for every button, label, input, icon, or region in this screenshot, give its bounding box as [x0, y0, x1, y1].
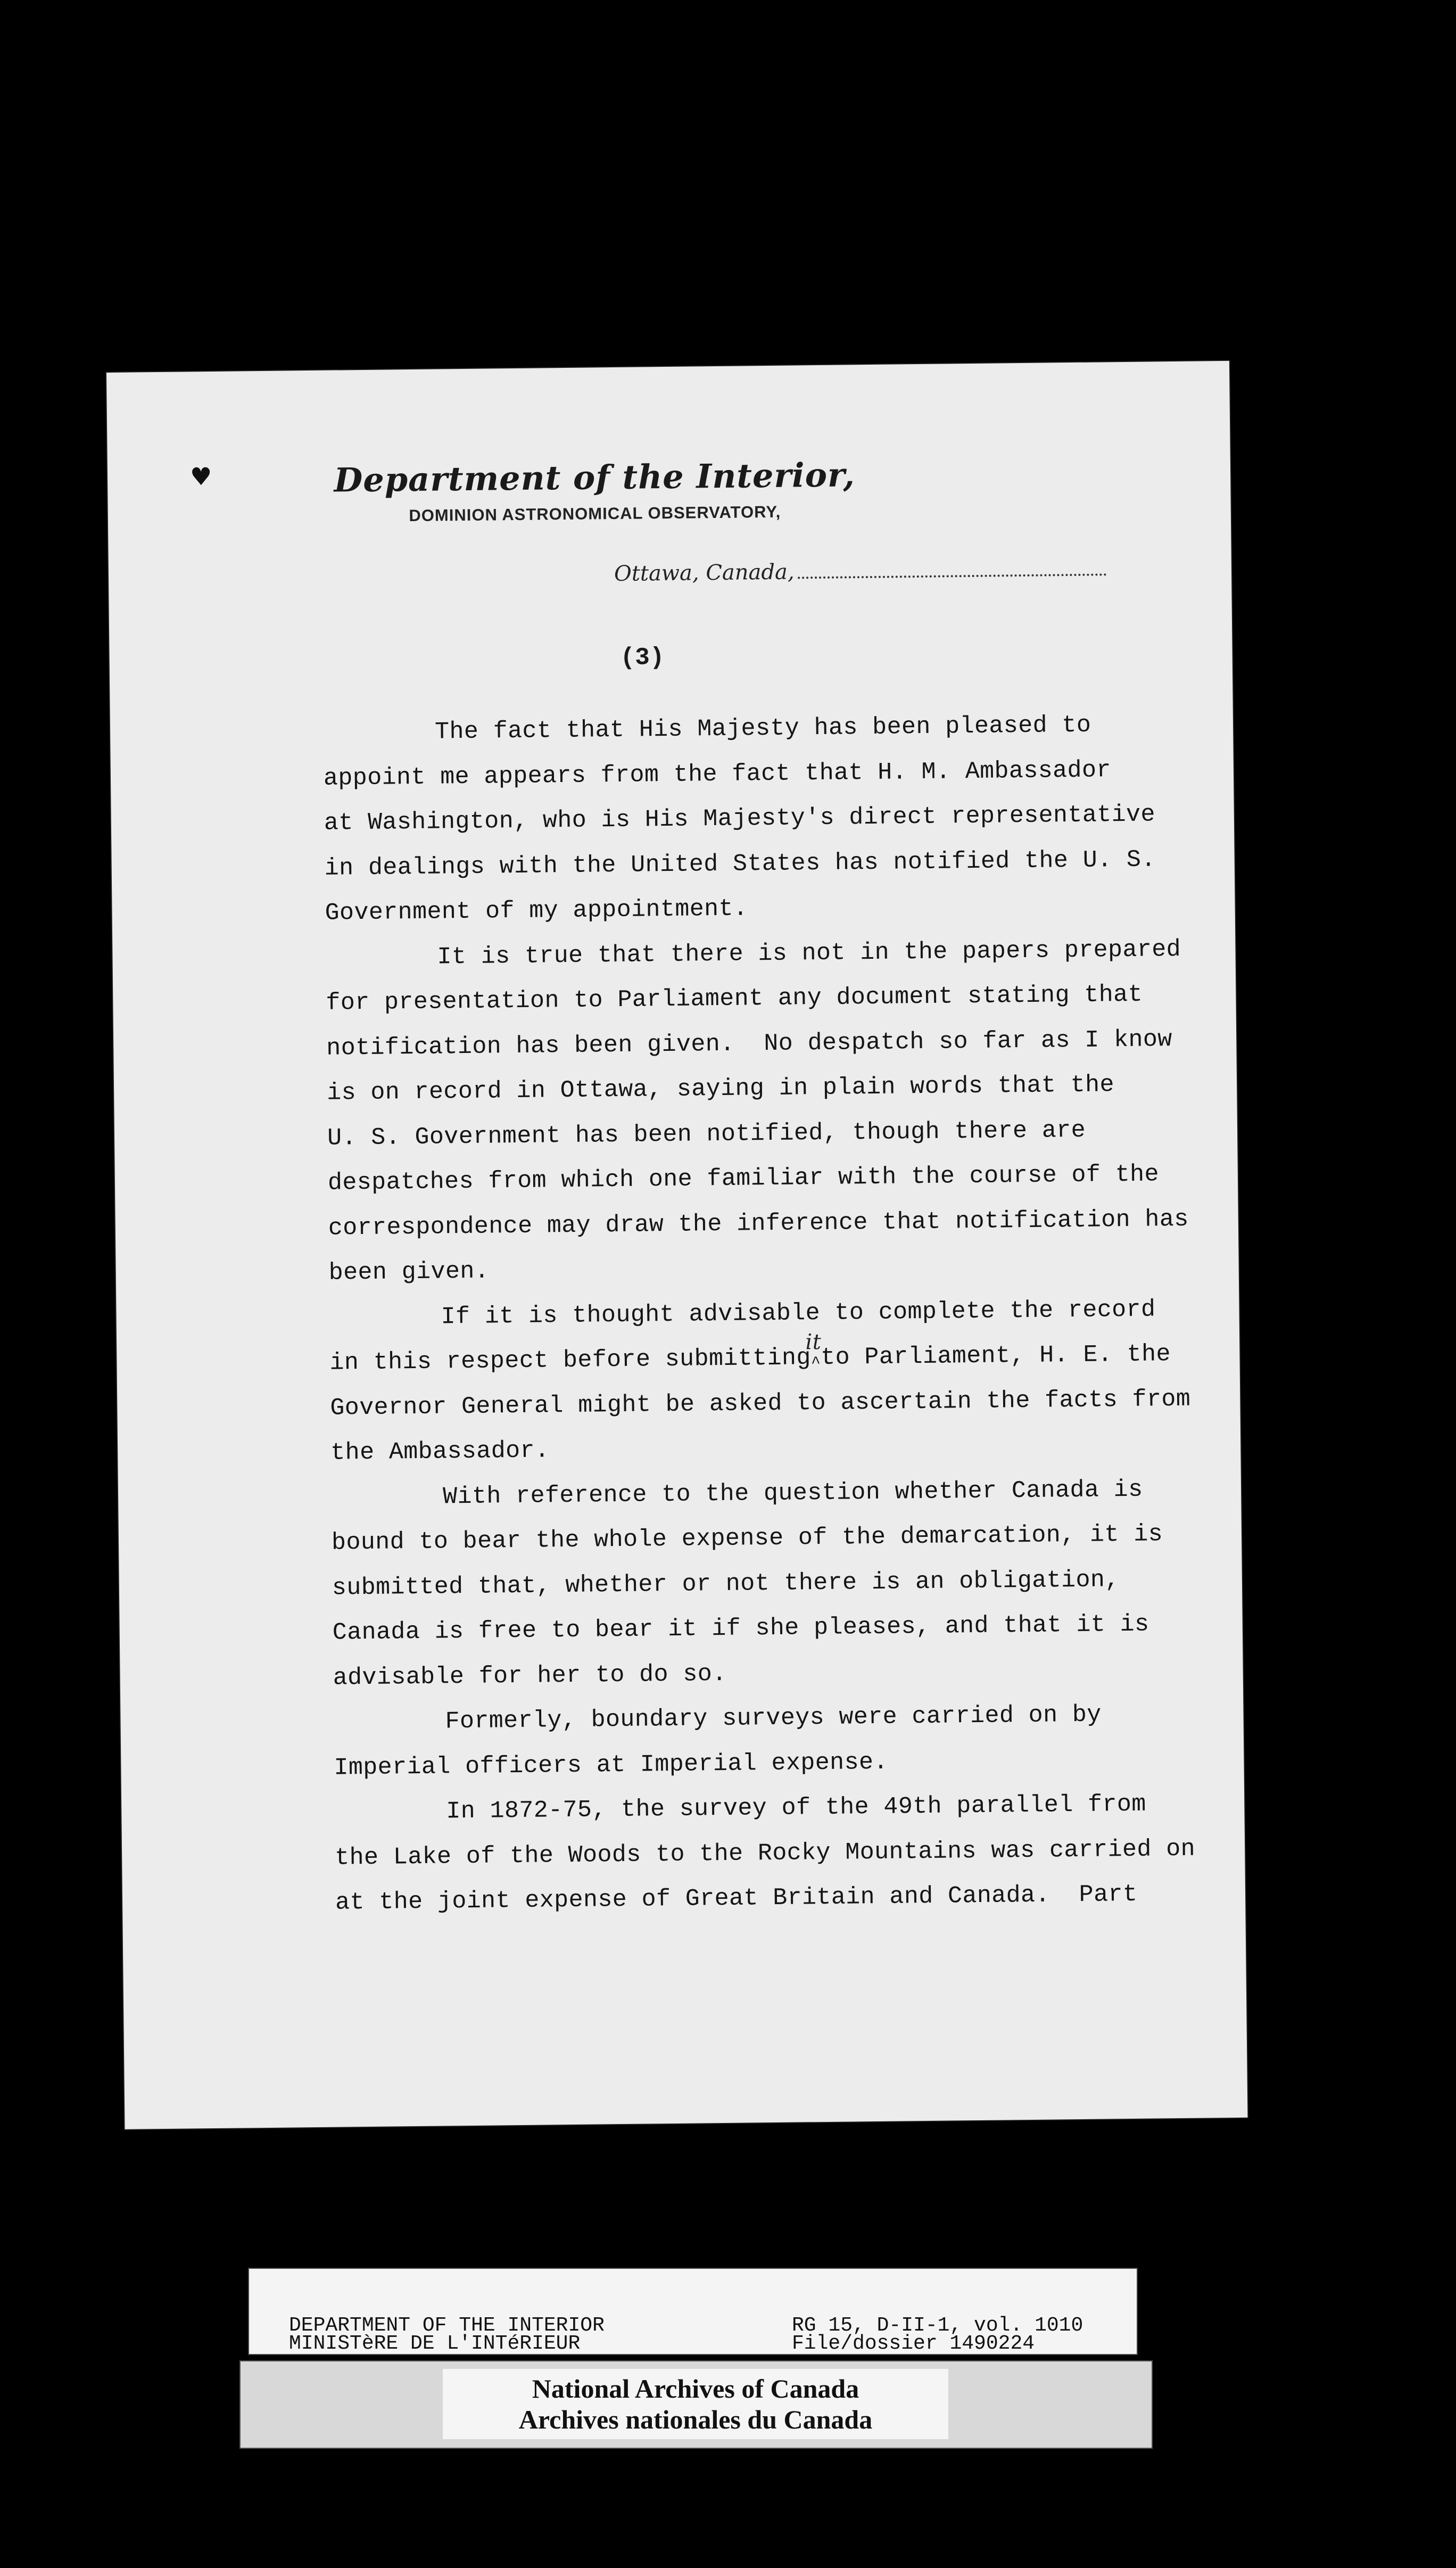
body-line: the Lake of the Woods to the Rocky Mountains was carried on — [334, 1835, 1196, 1872]
body-line: Governor General might be asked to ascertain the facts from — [330, 1385, 1191, 1422]
body-line: Canada is free to bear it if she pleases, and that it is — [332, 1610, 1149, 1647]
body-line: Government of my appointment. — [325, 895, 748, 927]
body-line: appoint me appears from the fact that H. M. Ambassador — [323, 756, 1112, 792]
body-line-part: to Parliament, H. E. the — [820, 1340, 1171, 1372]
body-line: is on record in Ottawa, saying in plain words that the — [326, 1071, 1115, 1107]
department-french: MINISTèRE DE L'INTéRIEUR — [289, 2332, 581, 2355]
punch-mark: ♥ — [189, 462, 212, 491]
body-line: In 1872-75, the survey of the 49th parallel from — [446, 1790, 1146, 1825]
record-group: RG 15, D-II-1, vol. 1010 — [792, 2314, 1083, 2337]
archives-name-english: National Archives of Canada — [532, 2374, 859, 2404]
body-line: for presentation to Parliament any document stating that — [326, 981, 1143, 1017]
place-text: Ottawa, Canada, — [614, 559, 795, 587]
body-line: It is true that there is not in the papers prepared — [437, 935, 1181, 971]
body-line: advisable for her to do so. — [333, 1660, 727, 1692]
archive-department — [289, 2314, 605, 2355]
body-line: With reference to the question whether Canada is — [442, 1476, 1143, 1510]
place-date-line — [614, 556, 1106, 586]
body-line: at the joint expense of Great Britain and Canada. Part — [335, 1880, 1138, 1916]
page-number: (3) — [620, 644, 665, 672]
body-line: bound to bear the whole expense of the demarcation, it is — [331, 1520, 1163, 1557]
body-line: at Washington, who is His Majesty's direct representative — [324, 801, 1156, 837]
archives-name-french: Archives nationales du Canada — [518, 2405, 873, 2434]
body-line: despatches from which one familiar with the course of the — [327, 1160, 1160, 1197]
body-line: submitted that, whether or not there is an obligation, — [332, 1566, 1120, 1602]
date-blank — [798, 573, 1106, 579]
body-line: Imperial officers at Imperial expense. — [334, 1748, 889, 1782]
archives-name — [443, 2369, 948, 2439]
document-page — [106, 361, 1247, 2129]
body-line-part: in this respect before submitting — [329, 1344, 812, 1377]
body-line-with-insertion — [329, 1330, 1171, 1386]
body-line: The fact that His Majesty has been pleased to — [434, 711, 1091, 746]
body-line: If it is thought advisable to complete the record — [441, 1295, 1156, 1331]
observatory-title: DOMINION ASTRONOMICAL OBSERVATORY, — [409, 502, 781, 525]
file-number: File/dossier 1490224 — [792, 2332, 1035, 2355]
body-line: the Ambassador. — [330, 1437, 550, 1467]
department-title: Department of the Interior, — [334, 455, 856, 500]
letter-body — [323, 703, 1196, 1925]
insertion-word: it — [805, 1330, 822, 1355]
body-line: U. S. Government has been notified, though there are — [327, 1116, 1086, 1152]
letterhead — [107, 455, 869, 529]
body-line: notification has been given. No despatch so far as I know — [326, 1025, 1172, 1062]
archive-reference — [792, 2314, 1083, 2355]
archive-reference-label — [249, 2269, 1137, 2354]
body-line: correspondence may draw the inference that notification has — [328, 1205, 1189, 1242]
body-line: Formerly, boundary surveys were carried on by — [445, 1701, 1102, 1735]
archives-banner — [241, 2361, 1152, 2448]
caret-mark: ^ — [810, 1354, 821, 1373]
handwritten-insertion — [805, 1330, 822, 1386]
body-line: been given. — [328, 1257, 490, 1287]
department-english: DEPARTMENT OF THE INTERIOR — [289, 2314, 605, 2337]
body-line: in dealings with the United States has notified the U. S. — [324, 845, 1156, 882]
